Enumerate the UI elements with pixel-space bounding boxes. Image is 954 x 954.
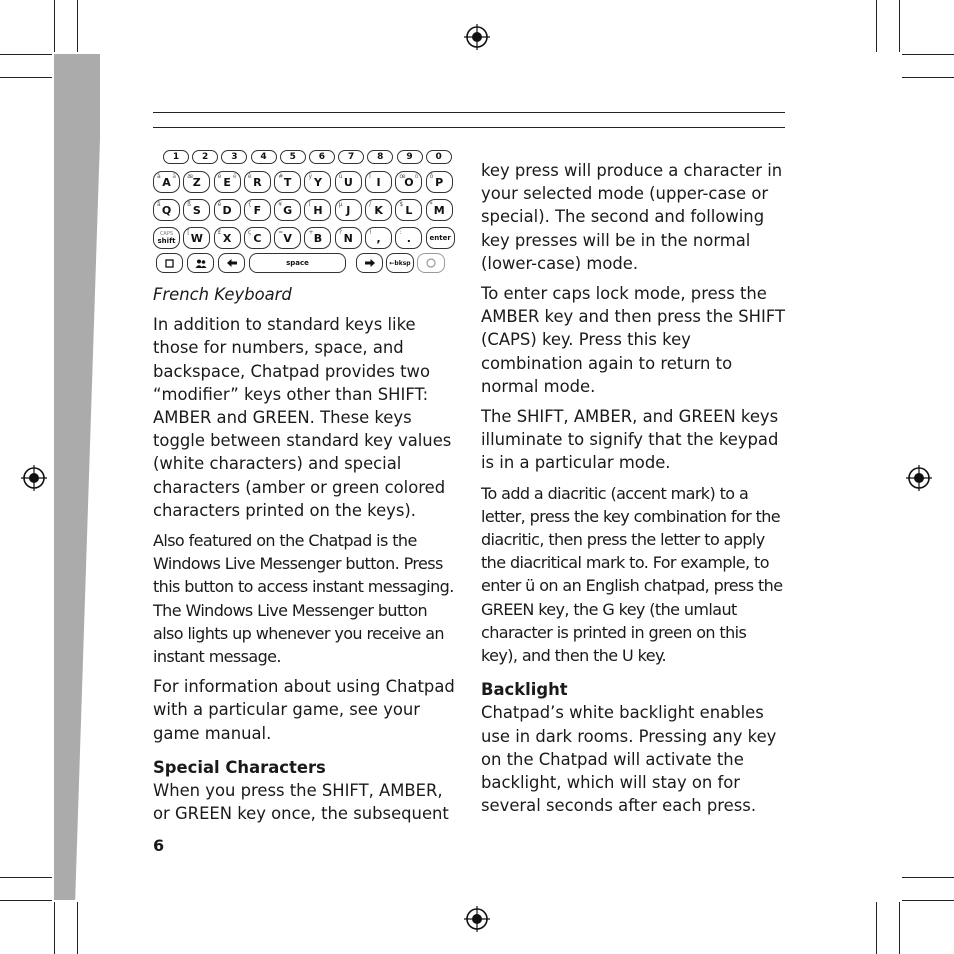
key-o [395, 171, 422, 193]
backspace-key [386, 253, 414, 273]
key-label: 1 [172, 152, 180, 162]
key-label: B [313, 231, 323, 245]
key-special-char: é [217, 173, 222, 180]
key-l [395, 199, 422, 221]
key-j [335, 199, 362, 221]
key-special-char: î [369, 173, 371, 180]
key-special-char: / [369, 201, 372, 208]
key-e [214, 171, 241, 193]
keyboard-row-3 [153, 227, 458, 249]
arrow-right-icon [365, 259, 375, 267]
space-key [249, 253, 346, 273]
key-label: M [433, 203, 445, 217]
header-rule-bottom [153, 127, 785, 128]
key-w [183, 227, 210, 249]
key-label: R [253, 175, 262, 189]
paragraph-illuminate: The SHIFT, AMBER, and GREEN keys illuminate to signify that the keypad is in a particular mode. [481, 407, 779, 473]
key-9 [397, 150, 423, 164]
key-label: T [283, 175, 292, 189]
key-label: 2 [202, 152, 209, 162]
key-label: 5 [289, 152, 296, 162]
key-b [304, 227, 331, 249]
key-label: 6 [318, 152, 326, 162]
key-label: G [283, 203, 293, 217]
key-u [335, 171, 362, 193]
key-special-char: ? [338, 229, 342, 236]
circle-icon [426, 258, 436, 268]
key-n [335, 227, 362, 249]
key-label: U [343, 175, 353, 189]
key-label: H [313, 203, 323, 217]
key-label: D [222, 203, 232, 217]
key-special-char: ÿ [308, 173, 313, 180]
key-special-char: ù [338, 173, 343, 180]
square-icon [165, 259, 174, 268]
paragraph-backlight: Chatpad’s white backlight enables use in dark rooms. Pressing any key on the Chatpad will activate the backlight, which will stay on for several seconds after each press. [481, 703, 777, 816]
key-8 [367, 150, 393, 164]
key-label: K [374, 203, 383, 217]
paragraph-special-characters: When you press the SHIFT, AMBER, or GREEN key once, the subsequent [153, 781, 449, 824]
key-special-char: # [278, 173, 284, 180]
keyboard-row-2 [153, 199, 456, 221]
registration-mark-bottom [464, 906, 490, 932]
key-special-char: ê [217, 201, 222, 208]
arrow-left-icon [227, 259, 237, 267]
key-special-char: à [157, 173, 161, 180]
caps-label: CAPS [159, 231, 174, 237]
key-label: P [435, 175, 444, 189]
key-special-char: £ [217, 229, 222, 236]
key-comma [365, 227, 392, 249]
key-label: J [346, 203, 351, 217]
keyboard-caption: French Keyboard [153, 285, 292, 304]
space-label: space [286, 259, 309, 267]
key-1 [163, 150, 189, 164]
enter-label: enter [429, 234, 451, 242]
key-label: F [253, 203, 262, 217]
key-special-char: $ [399, 201, 404, 208]
key-5 [280, 150, 306, 164]
paragraph-messenger-button: Also featured on the Chatpad is the Windows Live Messenger button. Press this button to access instant messaging. The Windows Live Messenger button also lights up whenever you receive an instant message. [153, 531, 454, 667]
key-h [304, 199, 331, 221]
french-keyboard-diagram [153, 148, 463, 276]
key-special-char: + [308, 229, 314, 236]
key-special-char: è [247, 173, 252, 180]
registration-mark-left [21, 465, 47, 491]
paragraph-game-manual: For information about using Chatpad with a particular game, see your game manual. [153, 677, 455, 743]
key-special-char: â [157, 201, 161, 208]
language-label: english [86, 428, 116, 526]
key-special-char: * [429, 201, 433, 208]
key-d [214, 199, 241, 221]
key-k [365, 199, 392, 221]
registration-mark-top [464, 24, 490, 50]
key-special-char: ß [187, 201, 192, 208]
key-z [183, 171, 210, 193]
backspace-label: ←bksp [389, 259, 411, 267]
messenger-people-icon [195, 259, 207, 268]
key-label: 3 [231, 152, 238, 162]
key-special-char: { [247, 201, 252, 208]
key-special-char: = [278, 229, 284, 236]
key-special-char: æ [187, 173, 194, 180]
right-arrow-key [356, 253, 383, 273]
key-7 [338, 150, 364, 164]
heading-special-characters: Special Characters [153, 757, 326, 777]
left-column [153, 283, 458, 832]
key-special-char: µ [338, 201, 343, 208]
key-a [153, 171, 180, 193]
key-label: S [192, 203, 201, 217]
key-label: I [376, 175, 381, 189]
key-q [153, 199, 180, 221]
key-c [244, 227, 271, 249]
key-3 [221, 150, 247, 164]
paragraph-diacritic: To add a diacritic (accent mark) to a letter, press the key combination for the diacritic, then press the letter to apply the diacritical mark to. For example, to enter ü on an English chatpad, press the GREEN key, the G key (the umlaut character is printed in green on this key), and then the U key. [481, 483, 783, 666]
key-special-char: ! [369, 229, 372, 236]
key-y [304, 171, 331, 193]
key-label: Z [192, 175, 201, 189]
center-button [417, 253, 445, 273]
key-label: A [162, 175, 171, 189]
keyboard-bottom-row [156, 253, 445, 273]
key-alt-char: ö [414, 173, 419, 180]
key-x [214, 227, 241, 249]
key-special-char: [ [187, 229, 190, 236]
key-label: L [405, 203, 413, 217]
key-label: X [222, 231, 232, 245]
key-t [274, 171, 301, 193]
key-g [274, 199, 301, 221]
key-6 [309, 150, 335, 164]
key-v [274, 227, 301, 249]
key-f [244, 199, 271, 221]
key-i [365, 171, 392, 193]
messenger-key [187, 253, 214, 273]
key-label: N [343, 231, 353, 245]
key-s [183, 199, 210, 221]
header-rule-top [153, 112, 785, 113]
keyboard-number-row [163, 150, 455, 164]
page-number: 6 [153, 836, 165, 855]
key-special-char: ô [429, 173, 434, 180]
key-special-char: ¥ [278, 201, 283, 208]
key-label: Y [314, 175, 322, 189]
key-label: E [223, 175, 231, 189]
shift-label: shift [157, 237, 176, 245]
key-label: C [253, 231, 262, 245]
key-label: 9 [406, 152, 413, 162]
key-label: V [283, 231, 292, 245]
key-2 [192, 150, 218, 164]
paragraph-caps-lock: To enter caps lock mode, press the AMBER key and then press the SHIFT (CAPS) key. Press this key combination again to return to normal mode. [481, 284, 785, 396]
key-label: . [406, 231, 411, 245]
paragraph-key-press-mode: key press will produce a character in your selected mode (upper-case or special). The second and following key presses will be in the normal (lower-case) mode. [481, 161, 783, 273]
right-column [481, 159, 787, 824]
key-label: 0 [435, 152, 442, 162]
key-special-char: ( [308, 201, 311, 208]
keyboard-row-1 [153, 171, 456, 193]
key-special-char: ç [247, 229, 252, 236]
key-special-char: : [399, 229, 402, 236]
key-label: W [190, 231, 203, 245]
key-0 [426, 150, 452, 164]
enter-key [426, 227, 455, 249]
heading-backlight: Backlight [481, 680, 568, 700]
key-p [426, 171, 453, 193]
windows-live-key [156, 253, 183, 273]
key-label: 7 [347, 152, 355, 162]
key-r [244, 171, 271, 193]
paragraph-modifier-keys: In addition to standard keys like those for numbers, space, and backspace, Chatpad provides two “modifier” keys other than SHIFT: AMBER and GREEN. These keys toggle between standard key values (white characters) and special characters (amber or green colored characters printed on the keys). [153, 315, 452, 520]
key-special-char: œ [399, 173, 406, 180]
key-label: , [376, 231, 381, 245]
key-m [426, 199, 453, 221]
key-alt-char: ä [172, 173, 176, 180]
key-label: 4 [260, 152, 267, 162]
key-label: 8 [377, 152, 384, 162]
shift-key [153, 227, 180, 249]
left-arrow-key [218, 253, 245, 273]
key-period [395, 227, 422, 249]
key-4 [251, 150, 277, 164]
key-label: O [404, 175, 414, 189]
registration-mark-right [906, 465, 932, 491]
key-label: Q [161, 203, 172, 217]
key-alt-char: ë [232, 173, 237, 180]
